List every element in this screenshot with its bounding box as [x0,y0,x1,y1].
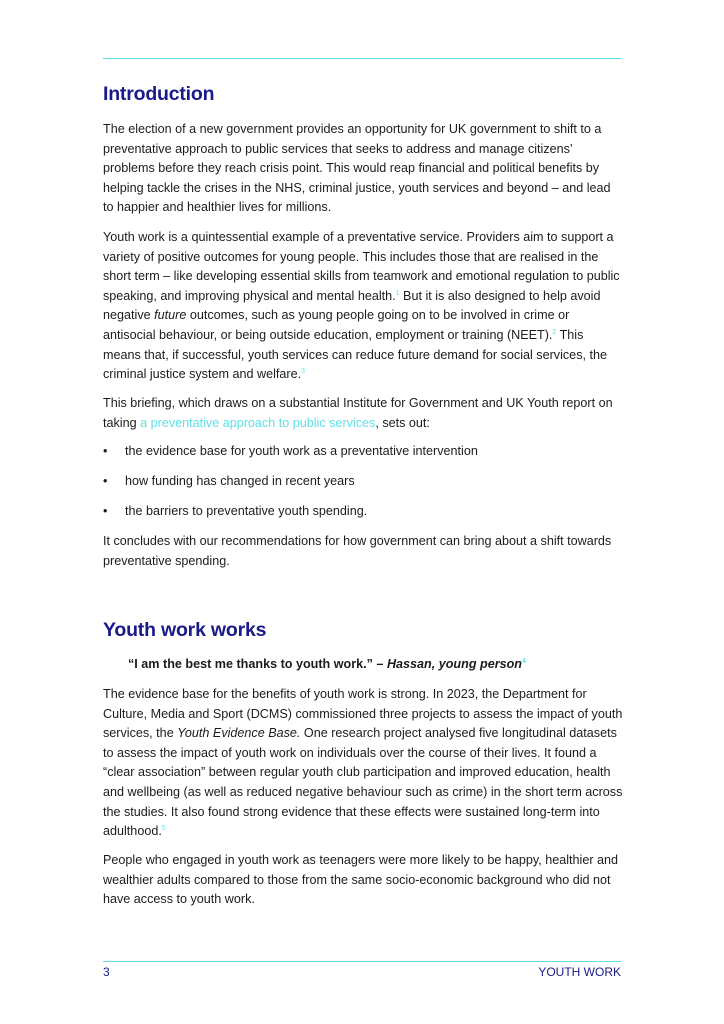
intro-paragraph-2 [103,228,623,385]
pull-quote [128,655,608,675]
text-span: This means that, if successful, youth services can reduce future demand for social services, the criminal justice system and welfare. [103,327,607,382]
footnote-ref-1[interactable]: 1 [395,289,400,297]
quote-attribution: Hassan, young person [386,657,523,671]
text-span: outcomes, such as young people going on to be involved in crime or antisocial behaviour, or being outside education, employment or training (NEET). [103,308,570,342]
page-number: 3 [103,965,110,979]
text-span: This briefing, which draws on a substantial Institute for Government and UK Youth report on taking [103,396,613,430]
footnote-ref-4[interactable]: 4 [522,657,526,665]
report-link[interactable]: a preventative approach to public services [140,415,376,430]
intro-paragraph-3 [103,394,623,433]
intro-paragraph-4: It concludes with our recommendations for how government can bring about a shift towards preventative spending. [103,534,612,568]
youth-work-works-heading: Youth work works [103,619,267,641]
italic-text: future [154,308,187,323]
italic-text: Youth Evidence Base. [177,726,301,741]
list-item: • the barriers to preventative youth spending. [103,502,623,532]
text-span: The evidence base for the benefits of youth work is strong. In 2023, the Department for Culture, Media and Sport (DCMS) commissioned three projects to assess the impact of youth services, the [103,687,623,741]
text-span: But it is also designed to help avoid negative [103,288,601,323]
footnote-ref-3[interactable]: 3 [301,367,305,375]
footnote-ref-5[interactable]: 5 [161,824,166,832]
bottom-rule [103,961,621,962]
bullet-list [103,442,623,532]
works-paragraph-2: People who engaged in youth work as teenagers were more likely to be happy, healthier and wealthier adults compared to those from the same socio-economic background who did not have access to youth work. [103,853,619,907]
footnote-ref-2[interactable]: 2 [552,328,557,336]
list-item: • the evidence base for youth work as a preventative intervention [103,442,623,472]
text-span: One research project analysed five longitudinal datasets to assess the impact of youth work on individuals over the course of their lives. It found a “clear association” between regular youth club participation and improved education, health and wellbeing (as well as reduced negative behaviour such as crime) in the short term across the studies. It also found strong evidence that these effects were sustained long-term into adulthood. [103,726,623,839]
text-span: Youth work is a quintessential example of a preventative service. Providers aim to support a variety of positive outcomes for young people. This includes those that are realised in the short term – like developing essential skills from teamwork and emotional regulation to public speaking, and improving physical and mental health. [103,230,620,303]
intro-paragraph-1: The election of a new government provides an opportunity for UK government to shift to a preventative approach to public services that seeks to address and manage citizens’ problems before they reach crisis point. This would reap financial and political benefits by helping tackle the crises in the NHS, criminal justice, youth services and beyond – and lead to happier and healthier lives for millions. [103,122,611,215]
list-item: • how funding has changed in recent years [103,472,623,502]
introduction-heading: Introduction [103,83,215,105]
top-rule [103,58,621,59]
works-paragraph-1 [103,685,623,842]
running-title: YOUTH WORK [538,965,621,979]
text-span: , sets out: [375,415,430,430]
quote-text: “I am the best me thanks to youth work.” – [128,657,387,671]
